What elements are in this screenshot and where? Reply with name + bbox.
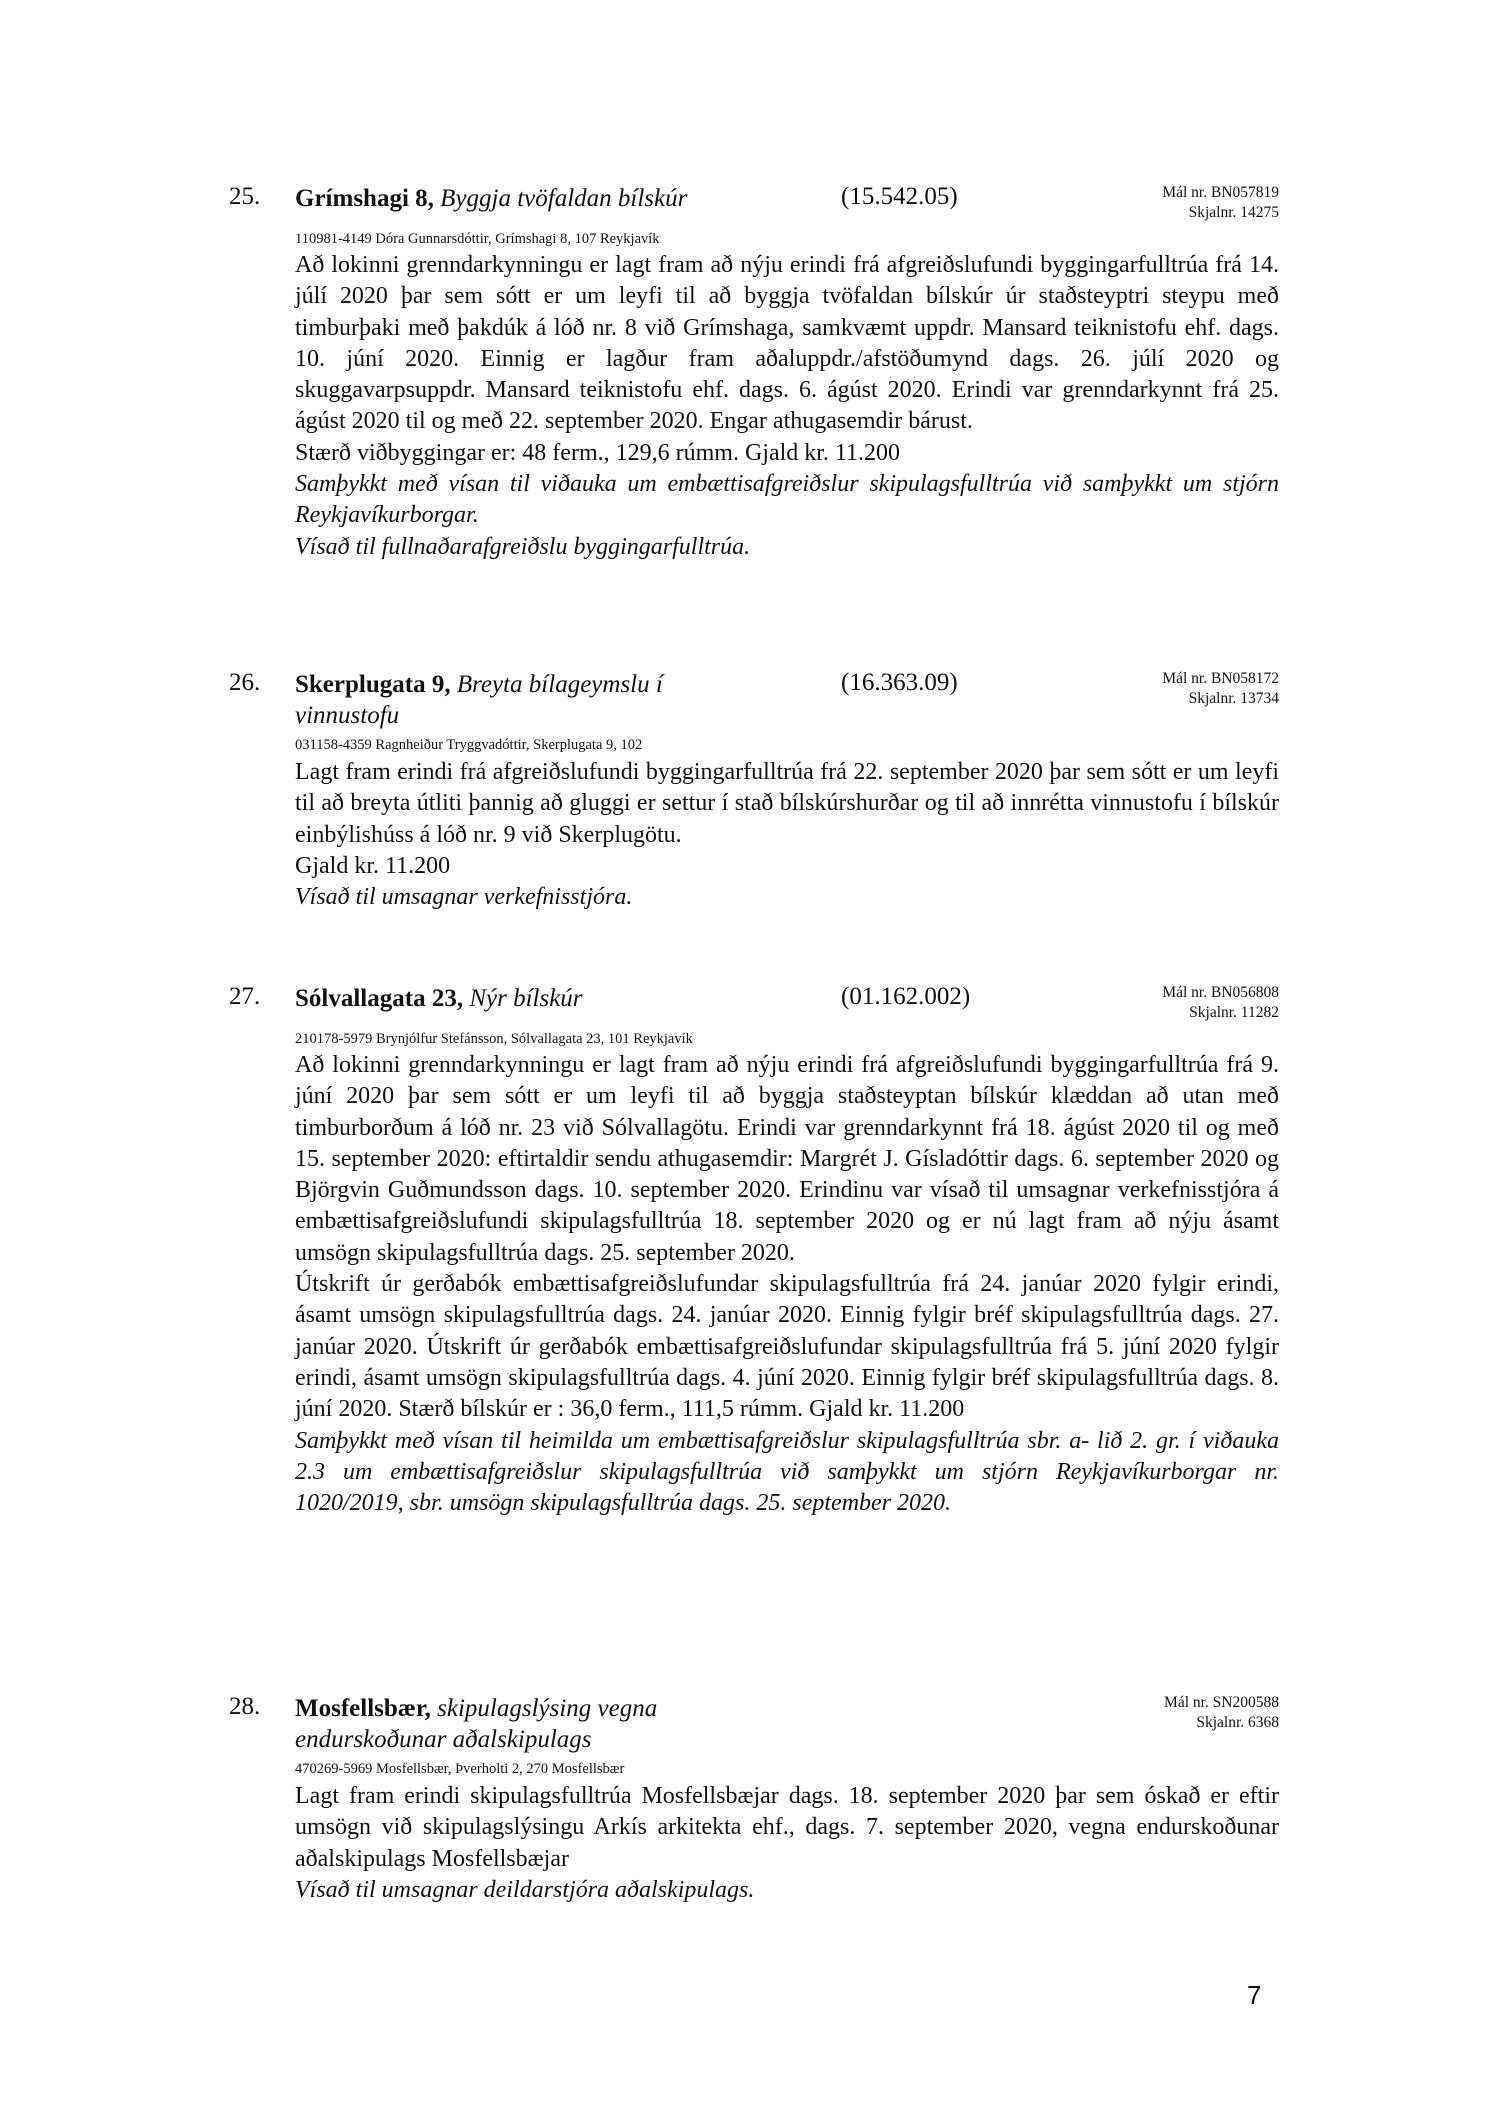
item-number: 28. [229, 1693, 261, 1720]
item-paragraph: Lagt fram erindi skipulagsfulltrúa Mosfellsbæjar dags. 18. september 2020 þar sem óskað er eftir umsögn við skipulagslýsingu Arkís arkitekta ehf., dags. 7. september 2020, vegna endurskoðunar aðalskipulags Mosfellsbæjar [295, 1783, 1279, 1872]
item-body [295, 1050, 1279, 1519]
item-heading [295, 183, 765, 214]
item-action: Nýr bílskúr [469, 985, 583, 1012]
item-conclusion: Vísað til fullnaðarafgreiðslu byggingarfulltrúa. [295, 533, 751, 560]
item-heading [295, 669, 675, 731]
item-heading [295, 983, 765, 1014]
case-number: Mál nr. BN058172 [1162, 670, 1279, 687]
item-paragraph: Gjald kr. 11.200 [295, 852, 451, 879]
item-references [1164, 1693, 1279, 1733]
item-body [295, 757, 1279, 913]
item-action: Byggja tvöfaldan bílskúr [440, 185, 688, 212]
item-street: Skerplugata 9, [295, 671, 451, 698]
item-references [1162, 183, 1279, 223]
item-owner: 210178-5979 Brynjólfur Stefánsson, Sólvallagata 23, 101 Reykjavík [295, 1031, 693, 1047]
page-number: 7 [1247, 1980, 1262, 2010]
item-paragraph: Að lokinni grenndarkynningu er lagt fram að nýju erindi frá afgreiðslufundi byggingarfulltrúa frá 9. júní 2020 þar sem sótt er um leyfi til að byggja staðsteyptan bílskúr klæddan að utan með timburborðum á lóð nr. 23 við Sólvallagötu. Erindi var grenndarkynnt frá 18. ágúst 2020 til og með 15. september 2020: eftirtaldir sendu athugasemdir: Margrét J. Gísladóttir dags. 6. september 2020 og Björgvin Guðmundsson dags. 10. september 2020. Erindinu var vísað til umsagnar verkefnisstjóra á embættisafgreiðslufundi skipulagsfulltrúa 18. september 2020 og er nú lagt fram að nýju ásamt umsögn skipulagsfulltrúa dags. 25. september 2020. [295, 1052, 1279, 1266]
item-action: skipulagslýsing vegna endurskoðunar aðalskipulags [295, 1695, 658, 1753]
document-number: Skjalnr. 13734 [1188, 690, 1279, 707]
item-street: Mosfellsbær, [295, 1695, 431, 1722]
item-street: Sólvallagata 23, [295, 985, 464, 1012]
item-owner: 470269-5969 Mosfellsbær, Þverholti 2, 270 Mosfellsbær [295, 1761, 625, 1777]
item-conclusion: Vísað til umsagnar deildarstjóra aðalskipulags. [295, 1876, 755, 1903]
item-references [1162, 983, 1279, 1023]
item-owner: 031158-4359 Ragnheiður Tryggvadóttir, Skerplugata 9, 102 [295, 737, 643, 753]
item-body [295, 1781, 1279, 1906]
item-paragraph: Lagt fram erindi frá afgreiðslufundi byggingarfulltrúa frá 22. september 2020 þar sem sótt er um leyfi til að breyta útliti þannig að gluggi er settur í stað bílskúrshurðar og til að innrétta vinnustofu í bílskúr einbýlishúss á lóð nr. 9 við Skerplugötu. [295, 759, 1279, 848]
case-number: Mál nr. BN056808 [1162, 984, 1279, 1001]
item-action: Breyta bílageymslu í vinnustofu [295, 671, 663, 729]
item-land-number: (16.363.09) [841, 669, 958, 696]
item-heading [295, 1693, 715, 1755]
document-number: Skjalnr. 6368 [1196, 1714, 1279, 1731]
case-number: Mál nr. SN200588 [1164, 1694, 1279, 1711]
item-paragraph: Útskrift úr gerðabók embættisafgreiðslufundar skipulagsfulltrúa frá 24. janúar 2020 fylgir erindi, ásamt umsögn skipulagsfulltrúa dags. 24. janúar 2020. Einnig fylgir bréf skipulagsfulltrúa dags. 27. janúar 2020. Útskrift úr gerðabók embættisafgreiðslufundar skipulagsfulltrúa frá 5. júní 2020 fylgir erindi, ásamt umsögn skipulagsfulltrúa dags. 4. júní 2020. Einnig fylgir bréf skipulagsfulltrúa dags. 8. júní 2020. Stærð bílskúr er : 36,0 ferm., 111,5 rúmm. Gjald kr. 11.200 [295, 1271, 1279, 1423]
document-number: Skjalnr. 14275 [1188, 204, 1279, 221]
item-owner: 110981-4149 Dóra Gunnarsdóttir, Grímshagi 8, 107 Reykjavík [295, 231, 660, 247]
item-paragraph: Að lokinni grenndarkynningu er lagt fram að nýju erindi frá afgreiðslufundi byggingarfulltrúa frá 14. júlí 2020 þar sem sótt er um leyfi til að byggja tvöfaldan bílskúr úr staðsteyptri steypu með timburþaki með þakdúk á lóð nr. 8 við Grímshaga, samkvæmt uppdr. Mansard teiknistofu ehf. dags. 10. júní 2020. Einnig er lagður fram aðaluppdr./afstöðumynd dags. 26. júlí 2020 og skuggavarpsuppdr. Mansard teiknistofu ehf. dags. 6. ágúst 2020. Erindi var grenndarkynnt frá 25. ágúst 2020 til og með 22. september 2020. Engar athugasemdir bárust. [295, 252, 1279, 435]
item-number: 25. [229, 183, 261, 210]
item-references [1162, 669, 1279, 709]
item-number: 26. [229, 669, 261, 696]
item-land-number: (01.162.002) [841, 983, 971, 1010]
item-paragraph: Stærð viðbyggingar er: 48 ferm., 129,6 rúmm. Gjald kr. 11.200 [295, 439, 901, 466]
item-land-number: (15.542.05) [841, 183, 958, 210]
item-number: 27. [229, 983, 261, 1010]
case-number: Mál nr. BN057819 [1162, 184, 1279, 201]
document-number: Skjalnr. 11282 [1189, 1004, 1279, 1021]
item-body [295, 250, 1279, 563]
item-conclusion: Samþykkt með vísan til viðauka um embættisafgreiðslur skipulagsfulltrúa við samþykkt um stjórn Reykjavíkurborgar. [295, 471, 1279, 529]
item-conclusion: Samþykkt með vísan til heimilda um embættisafgreiðslur skipulagsfulltrúa sbr. a- lið 2. gr. í viðauka 2.3 um embættisafgreiðslur skipulagsfulltrúa við samþykkt um stjórn Reykjavíkurborgar nr. 1020/2019, sbr. umsögn skipulagsfulltrúa dags. 25. september 2020. [295, 1427, 1279, 1517]
item-street: Grímshagi 8, [295, 185, 434, 212]
item-conclusion: Vísað til umsagnar verkefnisstjóra. [295, 884, 633, 911]
